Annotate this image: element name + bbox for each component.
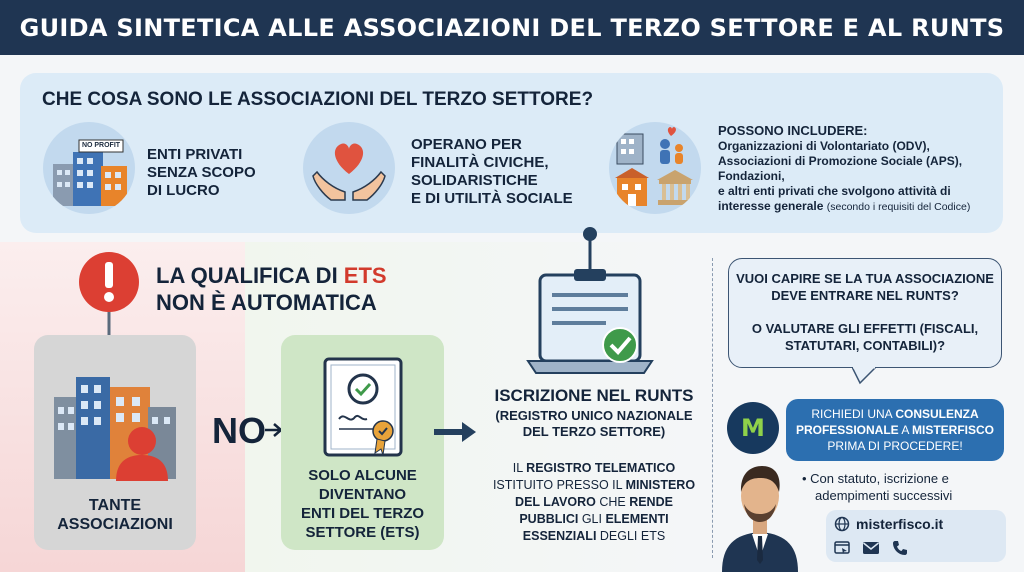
no-label: NO	[212, 410, 266, 451]
consultation-cta[interactable]: RICHIEDI UNA CONSULENZA PROFESSIONALE A MISTERFISCO PRIMA DI PROCEDERE!	[786, 399, 1004, 461]
mail-icon[interactable]	[862, 541, 880, 560]
runts-title: ISCRIZIONE NEL RUNTS	[494, 386, 694, 405]
can-include-list: POSSONO INCLUDERE: Organizzazioni di Volontariato (ODV), Associazioni di Promozione Sociale (APS), Fondazioni, e altri enti privati che svolgono attività di interesse generale (secondo i requisiti del Codice)	[718, 123, 971, 213]
organizations-icon	[609, 122, 701, 214]
globe-icon	[834, 516, 850, 537]
column-divider	[712, 258, 713, 558]
header-bar	[0, 0, 1024, 55]
runts-description: IL REGISTRO TELEMATICO ISTITUITO PRESSO IL MINISTERO DEL LAVORO CHE RENDE PUBBLICI GLI ELEMENTI ESSENZIALI DEGLI ETS	[492, 461, 696, 543]
city-buildings-icon	[48, 357, 184, 487]
registry-laptop-icon	[520, 225, 660, 385]
big-arrow-icon	[434, 420, 478, 449]
bubble-tail	[852, 367, 876, 390]
buildings-icon	[43, 122, 135, 214]
warning-icon	[76, 250, 142, 340]
certificate-icon	[319, 353, 407, 463]
question-bubble: VUOI CAPIRE SE LA TUA ASSOCIAZIONE DEVE ENTRARE NEL RUNTS? O VALUTARE GLI EFFETTI (FISCALI, STATUTARI, CONTABILI)?	[728, 258, 1002, 368]
qualification-title: LA QUALIFICA DI ETS NON È AUTOMATICA	[156, 263, 387, 315]
definition-panel	[20, 73, 1003, 233]
no-profit-sign: NO PROFIT	[81, 142, 121, 149]
contact-box	[826, 510, 1006, 562]
website-link[interactable]: misterfisco.it	[856, 516, 944, 532]
ets-label: SOLO ALCUNE DIVENTANO ENTI DEL TERZO SETTORE (ETS)	[300, 467, 425, 541]
web-icon[interactable]	[834, 540, 850, 561]
runts-subtitle: (REGISTRO UNICO NAZIONALE DEL TERZO SETTORE)	[495, 408, 693, 439]
many-associations-label: TANTE ASSOCIAZIONI	[57, 497, 173, 533]
private-entities-text: ENTI PRIVATI SENZA SCOPO DI LUCRO	[147, 146, 256, 199]
civic-purposes-text: OPERANO PER FINALITÀ CIVICHE, SOLIDARISTICHE E DI UTILITÀ SOCIALE	[411, 136, 573, 207]
service-bullet: • Con statuto, iscrizione e adempimenti successivi	[802, 471, 953, 503]
consultant-avatar	[718, 438, 802, 572]
heart-hands-icon	[303, 122, 395, 214]
misterfisco-logo: M	[727, 402, 779, 454]
definition-title: CHE COSA SONO LE ASSOCIAZIONI DEL TERZO SETTORE?	[42, 89, 594, 110]
phone-icon[interactable]	[892, 540, 908, 561]
page-title: GUIDA SINTETICA ALLE ASSOCIAZIONI DEL TERZO SETTORE E AL RUNTS	[19, 13, 1005, 42]
